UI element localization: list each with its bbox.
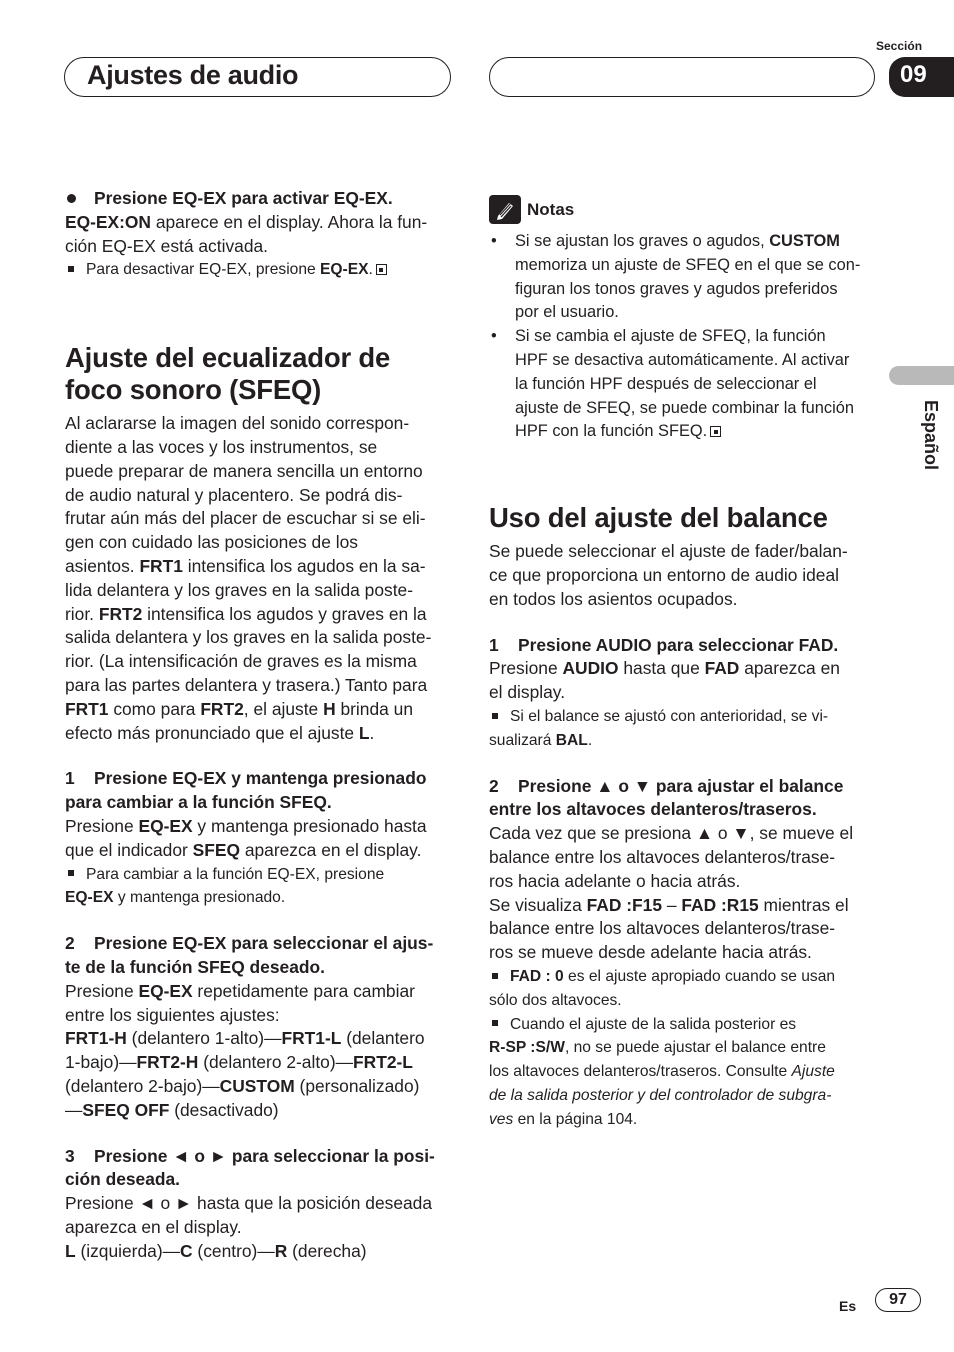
left-column <box>65 187 453 1263</box>
step1-heading: 1 Presione EQ-EX y mantenga presionado para cambiar a la función SFEQ. <box>65 768 427 813</box>
section-number-tab: 09 <box>889 57 954 97</box>
square-bullet-icon <box>492 1020 498 1026</box>
balance-step1-note: Si el balance se ajustó con anterioridad, se vi- sualizará BAL. <box>489 707 829 749</box>
balance-step2-heading: 2 Presione ▲ o ▼ para ajustar el balance entre los altavoces delanteros/traseros. <box>489 775 844 820</box>
balance-step2-note-rsp: Cuando el ajuste de la salida posterior es R-SP :S/W, no se puede ajustar el balance entre los altavoces delanteros/traseros. Consulte Ajuste de la salida posterior y del controlador de subgra- ves en la página 104. <box>489 1015 835 1128</box>
step2-heading: 2 Presione EQ-EX para seleccionar el ajus- te de la función SFEQ deseado. <box>65 933 434 977</box>
step2-text: Presione EQ-EX repetidamente para cambiar entre los siguientes ajustes: FRT1-H (delantero 1-alto)—FRT1-L (delantero 1-bajo)—FRT2-H (delantero 2-alto)—FRT2-L (delantero 2-bajo)—CUSTOM (personalizado) —SFEQ OFF (desactivado) <box>65 980 425 1120</box>
footer-language-code: Es <box>839 1298 857 1314</box>
intro-note: Para desactivar EQ-EX, presione EQ-EX. <box>65 258 453 282</box>
balance-step2-note-fad0: FAD : 0 es el ajuste apropiado cuando se usan sólo dos altavoces. <box>489 967 836 1009</box>
square-bullet-icon <box>492 713 498 719</box>
step3-text: Presione ◄ o ► hasta que la posición deseada aparezca en el display. L (izquierda)—C (centro)—R (derecha) <box>65 1193 433 1261</box>
section-heading-balance: Uso del ajuste del balance <box>489 502 828 534</box>
notes-heading: Notas <box>489 195 879 224</box>
note-hpf: • Si se cambia el ajuste de SFEQ, la función HPF se desactiva automáticamente. Al activar la función HPF después de seleccionar el ajuste de SFEQ, se puede combinar la función HPF con la función SFEQ. <box>491 327 854 441</box>
right-column <box>489 195 879 1132</box>
balance-step1-text: Presione AUDIO hasta que FAD aparezca en el display. <box>489 658 840 703</box>
language-tab-bar <box>889 366 954 385</box>
intro-step: Presione EQ-EX para activar EQ-EX. <box>65 187 453 211</box>
section-label: Sección <box>876 39 923 53</box>
balance-step1-heading: 1 Presione AUDIO para seleccionar FAD. <box>489 634 839 655</box>
step1-note: Para cambiar a la función EQ-EX, presione EQ-EX y mantenga presionado. <box>65 865 385 907</box>
header-title-frame <box>64 57 451 97</box>
balance-intro: Se puede seleccionar el ajuste de fader/balan- ce que proporciona un entorno de audio ideal en todos los asientos ocupados. <box>489 541 848 609</box>
pencil-icon <box>489 195 521 224</box>
square-bullet-icon <box>68 266 74 272</box>
page-title: Ajustes de audio <box>87 60 299 90</box>
bullet-dot-icon <box>67 194 76 203</box>
language-tab-label: Español <box>921 400 941 471</box>
end-mark-icon <box>376 264 387 275</box>
step1-text: Presione EQ-EX y mantenga presionado hasta que el indicador SFEQ aparezca en el display. <box>65 815 427 860</box>
note-custom: • Si se ajustan los graves o agudos, CUSTOM memoriza un ajuste de SFEQ en el que se con- figuran los tonos graves y agudos preferidos por el usuario. <box>491 232 861 322</box>
square-bullet-icon <box>68 870 74 876</box>
intro-text: EQ-EX:ON aparece en el display. Ahora la fun- ción EQ-EX está activada. <box>65 211 428 256</box>
page-number: 97 <box>875 1288 921 1312</box>
square-bullet-icon <box>492 973 498 979</box>
step3-heading: 3 Presione ◄ o ► para seleccionar la posi- ción deseada. <box>65 1145 435 1190</box>
end-mark-icon <box>710 426 721 437</box>
header-blank-frame <box>489 57 875 97</box>
balance-step2-text: Cada vez que se presiona ▲ o ▼, se mueve el balance entre los altavoces delanteros/trase- ros hacia adelante o hacia atrás. Se visualiza FAD :F15 – FAD :R15 mientras el balance entre los altavoces delanteros/trase- ros se mueve desde adelante hacia atrás. <box>489 823 854 963</box>
section-heading-sfeq: Ajuste del ecualizador de foco sonoro (SFEQ) <box>65 342 391 406</box>
sfeq-description: Al aclararse la imagen del sonido correspon- diente a las voces y los instrumentos, se puede preparar de manera sencilla un entorno de audio natural y placentero. Se podrá dis- frutar aún más del placer de escuchar si se eli- gen con cuidado las posiciones de los asientos. FRT1 intensifica los agudos en la sa- lida delantera y los graves en la salida poste- rior. FRT2 intensifica los agudos y graves en la salida delantera y los graves en la salida poste- rior. (La intensificación de graves es la misma para las partes delantera y trasera.) Tanto para FRT1 como para FRT2, el ajuste H brinda un efecto más pronunciado que el ajuste L. <box>65 413 432 743</box>
